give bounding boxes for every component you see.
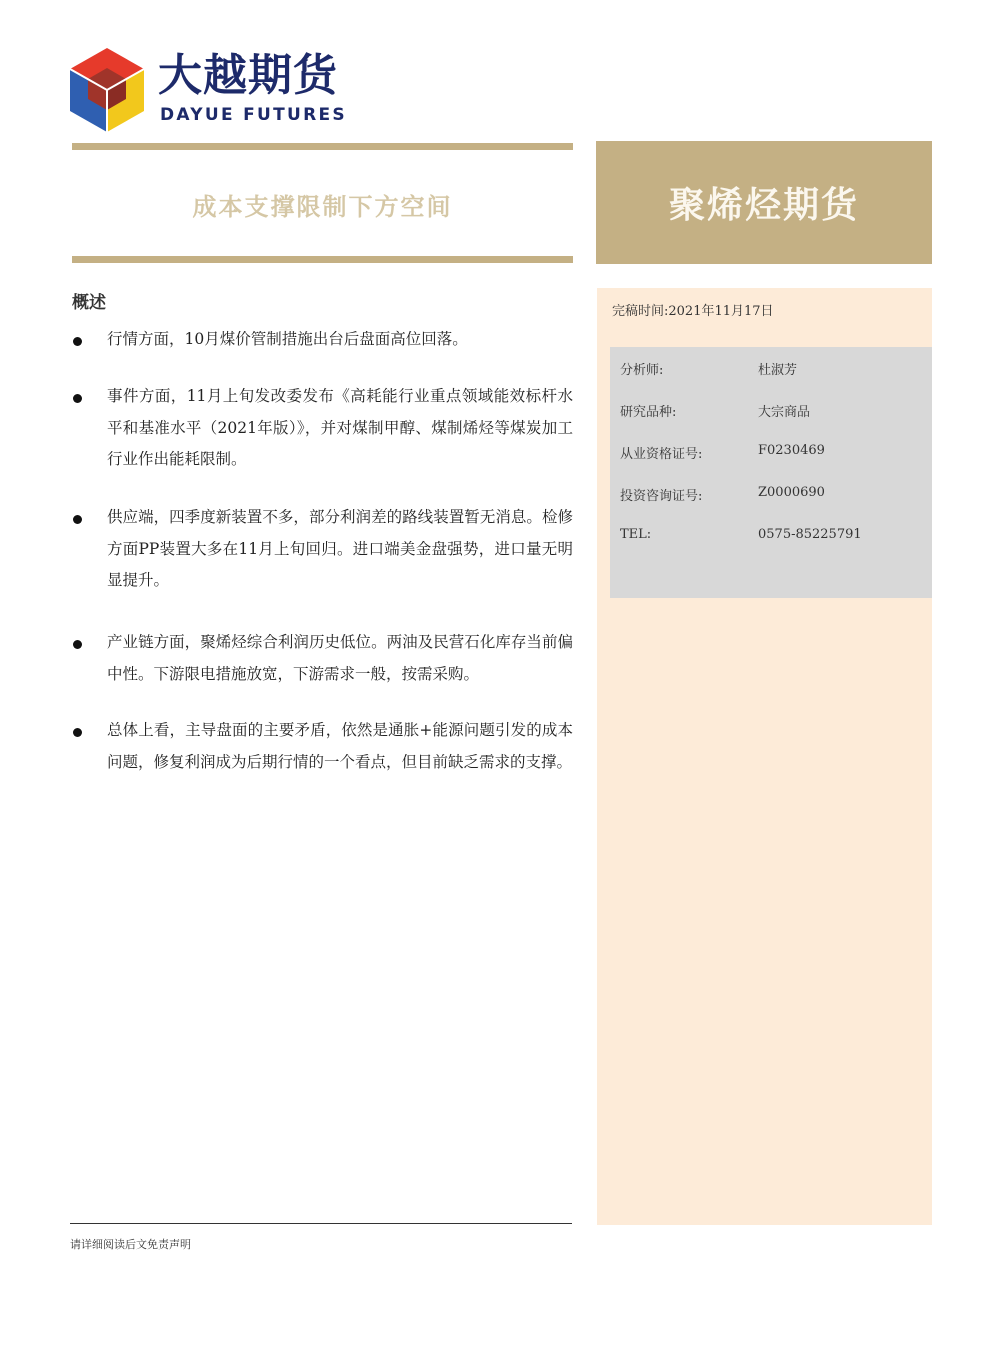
info-value: 0575-85225791: [758, 527, 862, 542]
category-banner: [596, 141, 932, 264]
completion-date: 完稿时间:2021年11月17日: [612, 304, 774, 319]
info-label: 投资咨询证号:: [620, 489, 703, 504]
report-category: 聚烯烃期货: [668, 185, 859, 226]
bullet-text: 事件方面，11月上旬发改委发布《高耗能行业重点领域能效标杆水平和基准水平（2021年版）》，并对煤制甲醇、煤制烯烃等煤炭加工行业作出能耗限制。: [107, 387, 573, 468]
bullet-text: 产业链方面，聚烯烃综合利润历史低位。两油及民营石化库存当前偏中性。下游限电措施放宽，下游需求一般，按需采购。: [107, 633, 573, 683]
info-value: 大宗商品: [758, 405, 811, 420]
bullet-text: 行情方面，10月煤价管制措施出台后盘面高位回落。: [107, 330, 468, 348]
brand-name-cn: 大越期货: [158, 50, 338, 101]
bullet-dot-icon: [73, 728, 82, 737]
bullet-text: 供应端，四季度新装置不多，部分利润差的路线装置暂无消息。检修方面PP装置大多在11月上旬回归。进口端美金盘强势，进口量无明显提升。: [107, 508, 573, 589]
info-label: 分析师:: [620, 363, 664, 378]
title-bottom-rule: [72, 256, 573, 263]
report-subtitle: 成本支撑限制下方空间: [192, 192, 453, 221]
footer-disclaimer: 请详细阅读后文免责声明: [70, 1238, 191, 1251]
info-label: 研究品种:: [620, 405, 677, 420]
bullet-dot-icon: [73, 394, 82, 403]
info-value: Z0000690: [758, 485, 825, 500]
brand-logo-icon: [68, 46, 146, 134]
bullet-text: 总体上看，主导盘面的主要矛盾，依然是通胀+能源问题引发的成本问题，修复利润成为后期行情的一个看点，但目前缺乏需求的支撑。: [107, 721, 573, 771]
info-value: 杜淑芳: [758, 363, 798, 378]
brand-name-en: DAYUE FUTURES: [160, 105, 347, 125]
bullet-dot-icon: [73, 640, 82, 649]
info-label: TEL:: [620, 527, 652, 542]
overview-heading: 概述: [72, 293, 106, 313]
analyst-info-box: [610, 347, 932, 598]
info-label: 从业资格证号:: [620, 447, 703, 462]
bullet-dot-icon: [73, 515, 82, 524]
footer-rule: [70, 1223, 572, 1224]
bullet-dot-icon: [73, 337, 82, 346]
info-value: F0230469: [758, 443, 825, 458]
title-top-rule: [72, 143, 573, 150]
